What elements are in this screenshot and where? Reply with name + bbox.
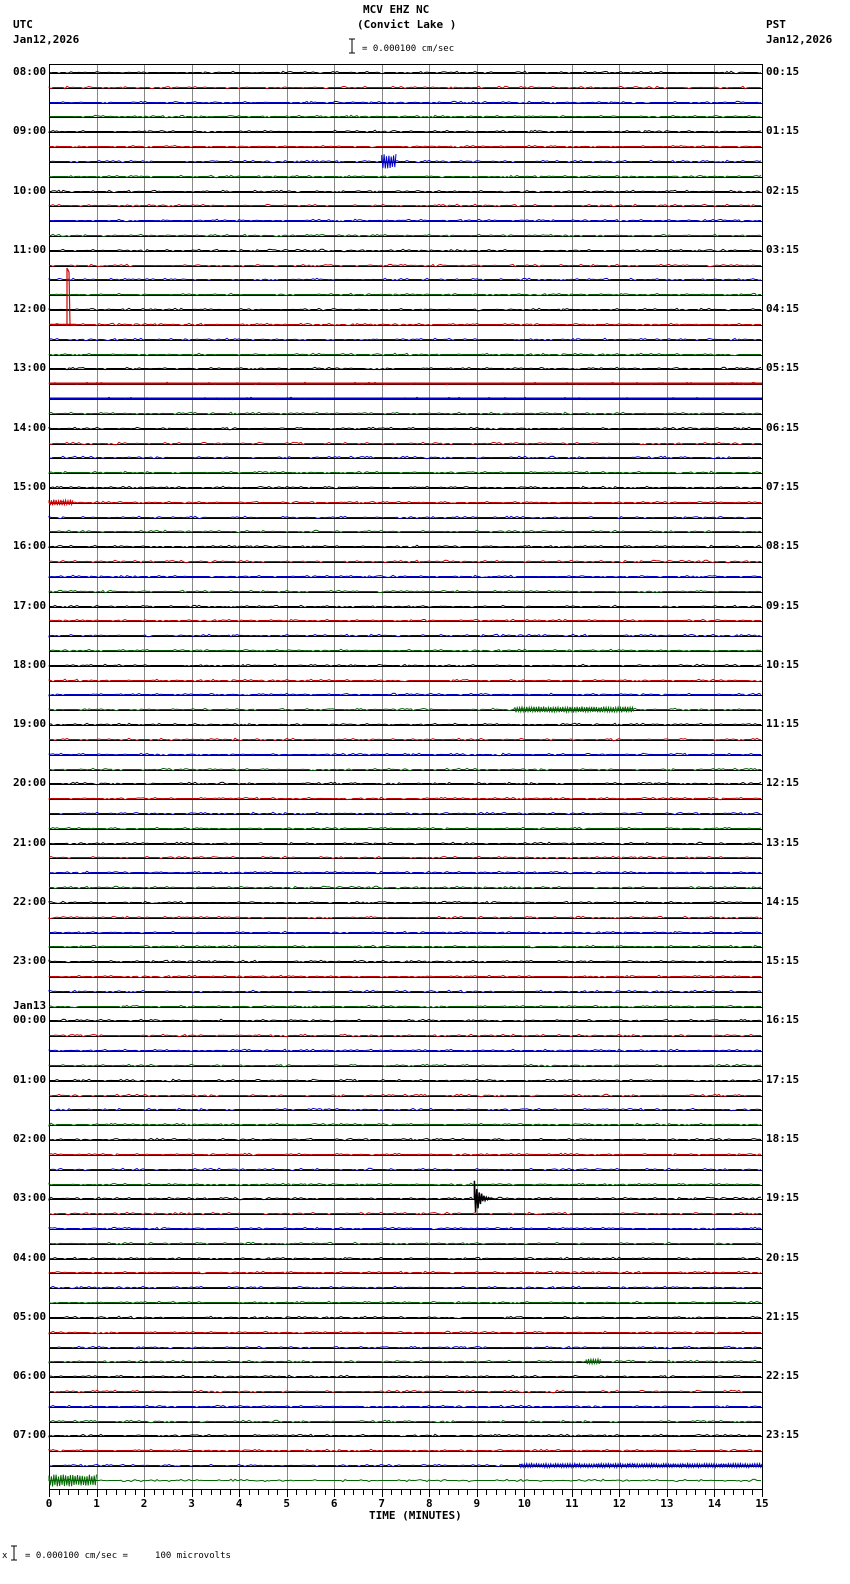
- pst-hour-label: 09:15: [766, 599, 800, 612]
- right-timezone: PST: [766, 18, 786, 31]
- x-tick-label: 15: [755, 1497, 769, 1510]
- x-tick-label: 12: [612, 1497, 627, 1510]
- utc-hour-label: 21:00: [13, 836, 47, 849]
- footer-scale-bar-icon: [10, 1545, 18, 1561]
- pst-hour-label: 06:15: [766, 421, 800, 434]
- pst-hour-label: 01:15: [766, 124, 800, 137]
- left-date: Jan12,2026: [13, 33, 80, 46]
- x-tick-label: 9: [473, 1497, 481, 1510]
- left-timezone: UTC: [13, 18, 33, 31]
- utc-hour-label: 10:00: [13, 184, 47, 197]
- x-tick-label: 1: [93, 1497, 100, 1510]
- pst-hour-label: 13:15: [766, 836, 800, 849]
- pst-hour-label: 16:15: [766, 1013, 800, 1026]
- utc-hour-label: 11:00: [13, 243, 47, 256]
- pst-hour-label: 11:15: [766, 717, 800, 730]
- x-tick-label: 7: [378, 1497, 386, 1510]
- x-tick-label: 13: [660, 1497, 674, 1510]
- utc-hour-label: 07:00: [13, 1428, 47, 1441]
- footer-scale-prefix: x: [2, 1551, 8, 1561]
- x-tick-label: 5: [283, 1497, 290, 1510]
- pst-hour-label: 23:15: [766, 1428, 800, 1441]
- utc-hour-label: 09:00: [13, 124, 47, 137]
- pst-hour-label: 08:15: [766, 539, 800, 552]
- pst-hour-label: 21:15: [766, 1310, 800, 1323]
- utc-hour-label: 08:00: [13, 65, 47, 78]
- utc-hour-label: 15:00: [13, 480, 47, 493]
- utc-hour-label: 05:00: [13, 1310, 47, 1323]
- pst-hour-label: 07:15: [766, 480, 800, 493]
- x-tick-label: 3: [188, 1497, 195, 1510]
- utc-hour-label: 04:00: [13, 1251, 47, 1264]
- x-axis-title: TIME (MINUTES): [369, 1509, 462, 1522]
- right-date: Jan12,2026: [766, 33, 833, 46]
- utc-hour-label: 03:00: [13, 1191, 47, 1204]
- pst-hour-label: 17:15: [766, 1073, 800, 1086]
- x-tick-label: 14: [707, 1497, 722, 1510]
- pst-hour-label: 20:15: [766, 1251, 800, 1264]
- pst-hour-label: 03:15: [766, 243, 800, 256]
- pst-hour-label: 00:15: [766, 65, 800, 78]
- utc-hour-label: 16:00: [13, 539, 47, 552]
- x-tick-label: 2: [140, 1497, 148, 1510]
- utc-hour-label: 02:00: [13, 1132, 47, 1145]
- pst-hour-label: 22:15: [766, 1369, 800, 1382]
- date-change-label: Jan13: [13, 999, 47, 1012]
- station-location: (Convict Lake ): [357, 18, 457, 31]
- footer-scale-label: = 0.000100 cm/sec = 100 microvolts: [25, 1551, 231, 1561]
- pst-hour-label: 14:15: [766, 895, 800, 908]
- x-tick-label: 8: [425, 1497, 433, 1510]
- pst-hour-label: 05:15: [766, 361, 800, 374]
- pst-hour-label: 18:15: [766, 1132, 800, 1145]
- utc-hour-label: 17:00: [13, 599, 47, 612]
- utc-hour-label: 20:00: [13, 776, 47, 789]
- x-tick-label: 4: [235, 1497, 243, 1510]
- x-tick-label: 0: [45, 1497, 53, 1510]
- scale-label: = 0.000100 cm/sec: [362, 44, 455, 54]
- pst-hour-label: 12:15: [766, 776, 800, 789]
- utc-hour-label: 18:00: [13, 658, 47, 671]
- x-tick-label: 11: [565, 1497, 579, 1510]
- utc-hour-label: 22:00: [13, 895, 47, 908]
- utc-hour-label: 19:00: [13, 717, 47, 730]
- station-title: MCV EHZ NC: [363, 3, 430, 16]
- utc-hour-label: 01:00: [13, 1073, 47, 1086]
- x-tick-label: 6: [330, 1497, 338, 1510]
- pst-hour-label: 02:15: [766, 184, 800, 197]
- utc-hour-label: 23:00: [13, 954, 47, 967]
- utc-hour-label: 14:00: [13, 421, 47, 434]
- pst-hour-label: 04:15: [766, 302, 800, 315]
- pst-hour-label: 19:15: [766, 1191, 800, 1204]
- utc-hour-label: 12:00: [13, 302, 47, 315]
- utc-hour-label: 13:00: [13, 361, 47, 374]
- utc-hour-label: 06:00: [13, 1369, 47, 1382]
- x-tick-label: 10: [517, 1497, 531, 1510]
- utc-hour-label: 00:00: [13, 1013, 47, 1026]
- pst-hour-label: 10:15: [766, 658, 800, 671]
- pst-hour-label: 15:15: [766, 954, 800, 967]
